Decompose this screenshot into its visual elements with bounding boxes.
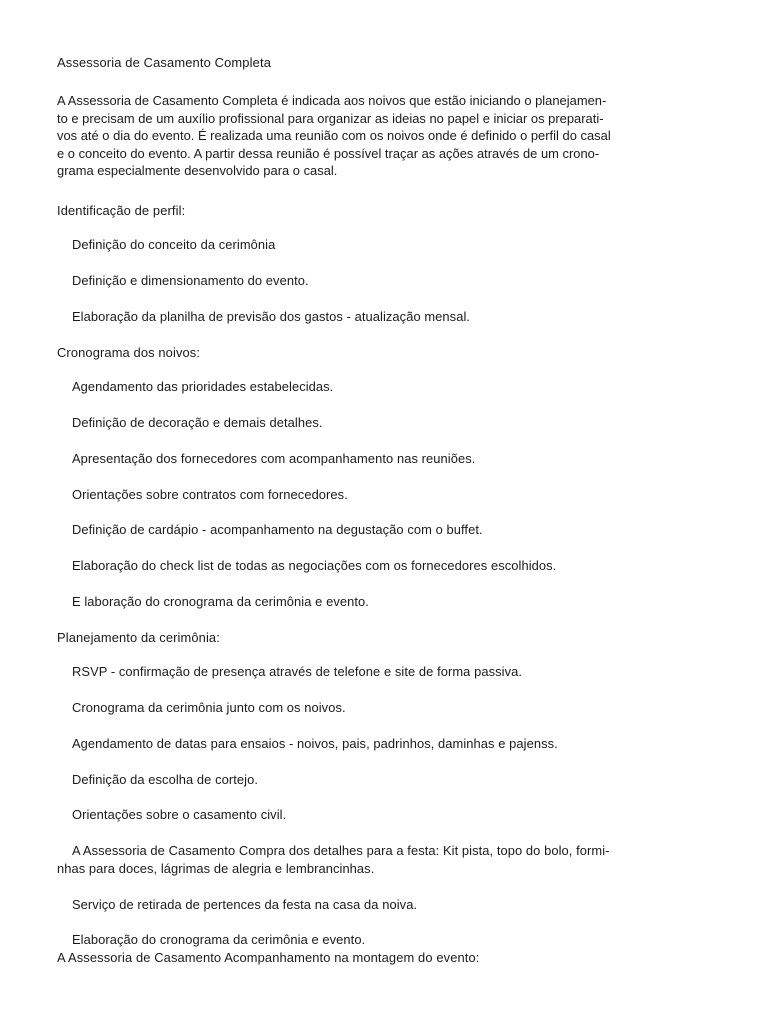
service-item (57, 450, 738, 468)
service-item-line: A Assessoria de Casamento Compra dos detalhes para a festa: Kit pista, topo do bolo, formi- (72, 843, 610, 859)
service-item (57, 308, 738, 326)
closing-heading: A Assessoria de Casamento Acompanhamento na montagem do evento: (57, 949, 480, 965)
service-item-line: Serviço de retirada de pertences da festa na casa da noiva. (72, 896, 418, 912)
service-item-line: Elaboração da planilha de previsão dos gastos - atualização mensal. (72, 309, 471, 325)
service-item-block (57, 842, 722, 877)
service-item (57, 663, 738, 681)
service-item-continuation-line: nhas para doces, lágrimas de alegria e lembrancinhas. (57, 860, 375, 876)
section-heading-block (57, 629, 722, 646)
service-item (57, 699, 738, 717)
service-item-line: Orientações sobre o casamento civil. (72, 807, 287, 823)
service-item (57, 593, 738, 611)
service-item-block (57, 521, 722, 539)
service-item (57, 486, 738, 504)
intro-paragraph (57, 92, 723, 180)
service-item-line: RSVP - confirmação de presença através de telefone e site de forma passiva. (72, 664, 523, 680)
service-item-block (57, 663, 722, 681)
service-item (57, 521, 738, 539)
section-heading: Planejamento da cerimônia: (57, 629, 220, 645)
intro-line: grama especialmente desenvolvido para o casal. (57, 163, 338, 179)
closing-heading-block (57, 949, 722, 966)
service-item-line: Definição de decoração e demais detalhes. (72, 415, 323, 431)
service-item-block (57, 308, 722, 326)
section-heading: Identificação de perfil: (57, 202, 186, 218)
service-item (57, 378, 738, 396)
service-item-block (57, 272, 722, 290)
service-item (57, 557, 738, 575)
service-item-block (57, 450, 722, 468)
service-item-line: E laboração do cronograma da cerimônia e evento. (72, 594, 369, 609)
service-item (57, 806, 738, 824)
service-item (57, 272, 738, 290)
service-item-line: Apresentação dos fornecedores com acompanhamento nas reuniões. (72, 450, 476, 466)
section-heading: Cronograma dos noivos: (57, 344, 201, 360)
service-item (57, 896, 738, 914)
intro-line: A Assessoria de Casamento Completa é indicada aos noivos que estão iniciando o planejamen- (57, 93, 607, 108)
section-heading-block (57, 344, 722, 361)
service-item-block (57, 699, 722, 717)
service-item-line: Cronograma da cerimônia junto com os noivos. (72, 700, 346, 716)
service-item (57, 735, 738, 753)
service-item-line: Definição do conceito da cerimônia (72, 237, 276, 253)
service-item-block (57, 806, 722, 824)
service-item-line: Orientações sobre contratos com fornecedores. (72, 486, 348, 502)
document-title: Assessoria de Casamento Completa (57, 55, 272, 70)
service-item-block (57, 236, 722, 254)
service-item (57, 414, 738, 432)
service-item-block (57, 486, 722, 504)
service-item-block (57, 931, 722, 949)
service-item (57, 236, 738, 254)
intro-line: vos até o dia do evento. É realizada uma reunião com os noivos onde é definido o perfil do casal (57, 128, 611, 144)
service-item-block (57, 557, 722, 575)
service-item-line: Definição e dimensionamento do evento. (72, 273, 309, 289)
service-item-block (57, 593, 722, 611)
service-item-block (57, 735, 722, 753)
service-item-block (57, 896, 722, 914)
sections-container (57, 202, 722, 949)
section-heading-block (57, 202, 722, 219)
service-item-line: Definição da escolha de cortejo. (72, 771, 259, 787)
service-item (57, 771, 738, 789)
intro-line: e o conceito do evento. A partir dessa reunião é possível traçar as ações através de um crono- (57, 145, 600, 161)
service-item-line: Agendamento de datas para ensaios - noivos, pais, padrinhos, daminhas e pajenss. (72, 735, 558, 751)
service-item-line: Agendamento das prioridades estabelecidas. (72, 379, 334, 395)
service-item-line: Definição de cardápio - acompanhamento na degustação com o buffet. (72, 522, 483, 538)
service-item-block (57, 378, 722, 396)
service-item-line: Elaboração do check list de todas as negociações com os fornecedores escolhidos. (72, 558, 557, 574)
service-item-block (57, 414, 722, 432)
intro-line: to e precisam de um auxílio profissional para organizar as ideias no papel e iniciar os preparati- (57, 110, 604, 126)
service-item (57, 931, 738, 949)
service-item (57, 842, 738, 877)
service-item-block (57, 771, 722, 789)
service-item-line: Elaboração do cronograma da cerimônia e evento. (72, 932, 366, 948)
